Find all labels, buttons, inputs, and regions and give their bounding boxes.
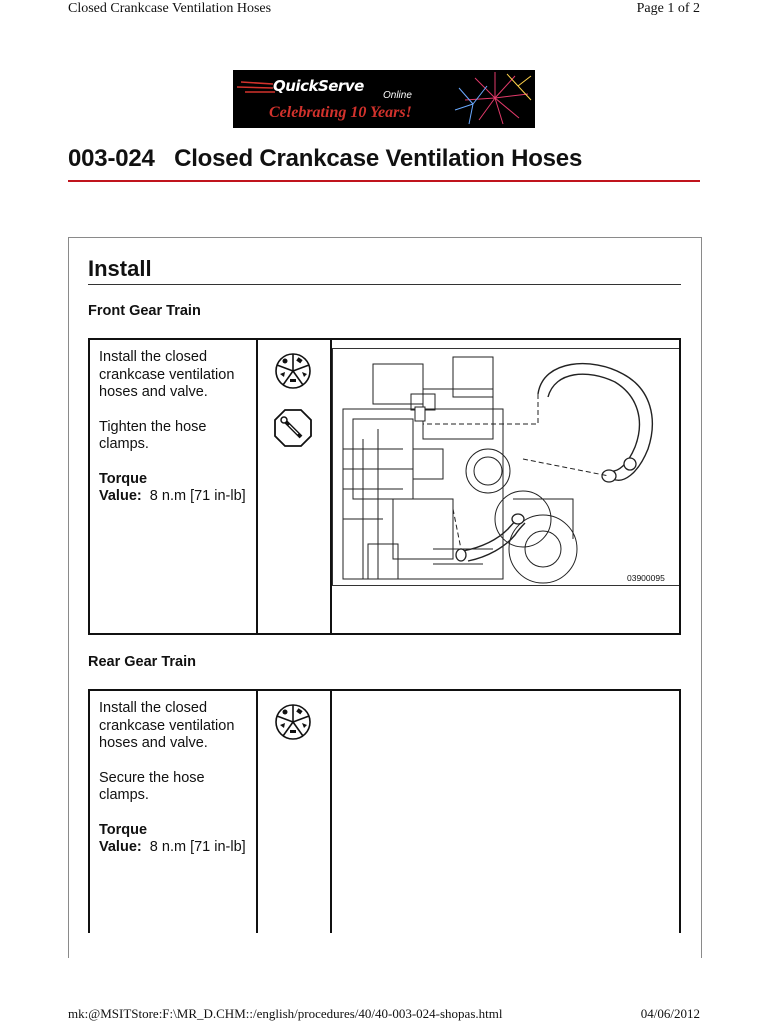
front-step-text-cell — [90, 340, 258, 633]
rear-instruction-1: Install the closed crankcase ventilation hoses and valve. — [99, 700, 235, 751]
page-title: 003-024 Closed Crankcase Ventilation Hoses — [68, 145, 583, 172]
front-torque-label: Torque — [99, 470, 148, 487]
footer-date: 04/06/2012 — [640, 1006, 700, 1021]
title-divider — [68, 180, 700, 182]
section-title: Install — [88, 256, 152, 281]
rear-step-table — [88, 689, 681, 933]
front-instruction-1: Install the closed crankcase ventilation hoses and valve. — [99, 349, 235, 400]
tool-wheel-icon — [274, 703, 312, 741]
front-figure-cell — [332, 340, 679, 633]
quickserve-banner — [233, 70, 535, 128]
banner-tagline: Celebrating 10 Years! — [269, 104, 412, 121]
footer-path: mk:@MSITStore:F:\MR_D.CHM::/english/procedures/40/40-003-024-shopas.html — [68, 1006, 503, 1021]
front-icon-cell — [256, 340, 332, 633]
engine-illustration-icon — [333, 349, 679, 586]
section-divider — [88, 284, 681, 285]
front-gear-train-heading: Front Gear Train — [88, 303, 201, 319]
tool-wheel-icon — [274, 352, 312, 390]
page-number: Page 1 of 2 — [636, 1, 700, 16]
figure-id-label: 03900095 — [627, 573, 665, 583]
rear-figure-cell — [332, 691, 679, 933]
rear-torque-value: Value: 8 n.m [71 in-lb] — [99, 839, 246, 855]
torque-wrench-icon — [274, 409, 312, 447]
rear-gear-train-heading: Rear Gear Train — [88, 654, 196, 670]
brand-logo-text: QuickServe — [273, 77, 364, 95]
rear-instruction-2: Secure the hose clamps. — [99, 769, 205, 803]
engine-hose-diagram — [332, 348, 679, 586]
brand-online-text: Online — [383, 90, 412, 101]
front-torque-value: Value: 8 n.m [71 in-lb] — [99, 488, 246, 504]
rear-torque-label: Torque — [99, 821, 148, 838]
front-step-table — [88, 338, 681, 635]
front-instruction-2: Tighten the hose clamps. — [99, 418, 207, 452]
header-title: Closed Crankcase Ventilation Hoses — [68, 1, 272, 16]
rear-step-text-cell — [90, 691, 258, 933]
rear-icon-cell — [256, 691, 332, 933]
